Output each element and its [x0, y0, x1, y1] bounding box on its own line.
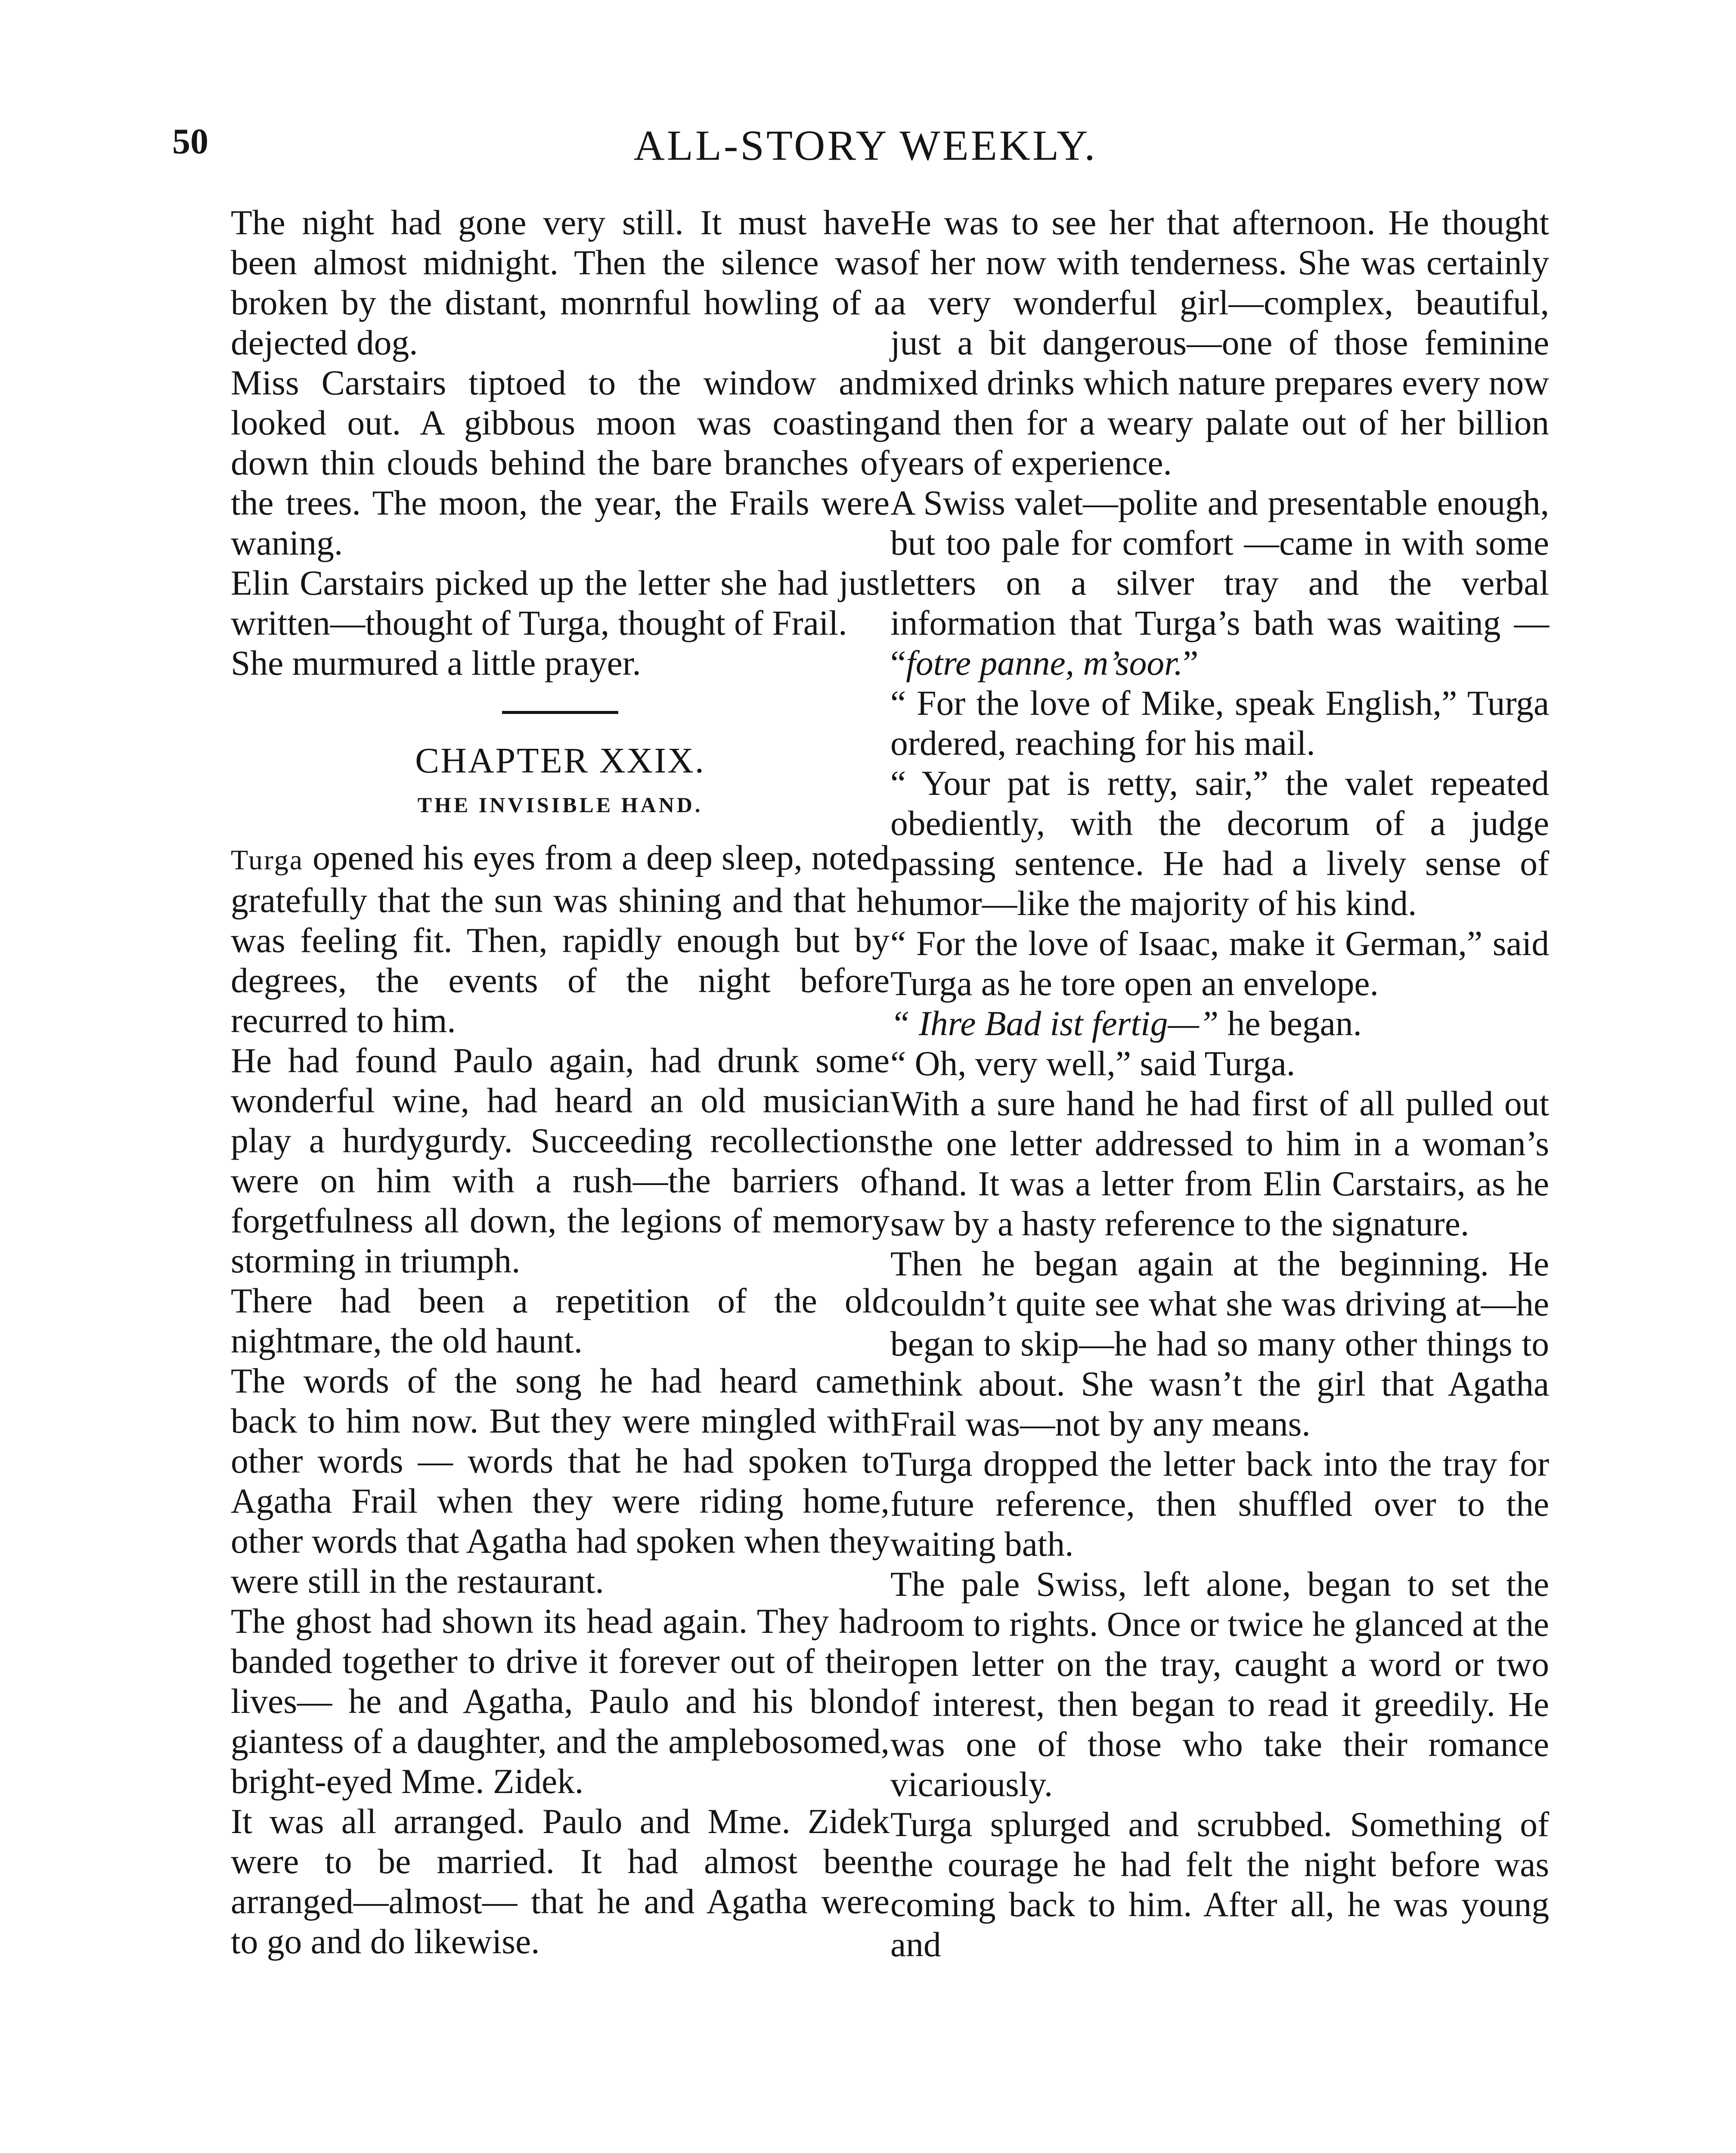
section-divider	[502, 711, 618, 714]
chapter-subtitle: THE INVISIBLE HAND.	[417, 793, 703, 817]
paragraph: “ For the love of Isaac, make it German,” said Turga as he tore open an envelope.	[890, 924, 1549, 1003]
chapter-title: CHAPTER XXIX.	[415, 741, 705, 781]
closing-quote: ”	[1183, 643, 1199, 683]
right-column	[890, 202, 1549, 1964]
paragraph: The ghost had shown its head again. They had banded together to drive it forever out of their lives— he and Agatha, Paulo and his blond giantess of a daughter, and the amplebosomed, bright-eyed Mme. Zidek.	[231, 1601, 890, 1801]
paragraph: Miss Carstairs tiptoed to the window and looked out. A gibbous moon was coasting down thin clouds behind the bare branches of the trees. The moon, the year, the Frails were waning.	[231, 363, 890, 562]
paragraph: Elin Carstairs picked up the letter she had just written—thought of Turga, thought of Frail.	[231, 563, 890, 642]
left-column	[231, 202, 890, 1961]
paragraph: Then he began again at the beginning. He couldn’t quite see what she was driving at—he began to skip—he had so many other things to think about. She wasn’t the girl that Agatha Frail was—not by any means.	[890, 1244, 1549, 1443]
paragraph: She murmured a little prayer.	[231, 643, 641, 683]
paragraph: Turga dropped the letter back into the tray for future reference, then shuffled over to the waiting bath.	[890, 1444, 1549, 1564]
paragraph: The words of the song he had heard came back to him now. But they were mingled with other words — words that he had spoken to Agatha Frail when they were riding home, other words that Agatha had spoken when they were still in the restaurant.	[231, 1361, 890, 1601]
page-header	[172, 121, 1559, 181]
italic-quote: fotre panne, m’soor.	[906, 643, 1183, 683]
paragraph: The pale Swiss, left alone, began to set the room to rights. Once or twice he glanced at the open letter on the tray, caught a word or two of interest, then began to read it greedily. He was one of those who take their romance vicariously.	[890, 1564, 1549, 1804]
paragraph-text: opened his eyes from a deep sleep, noted gratefully that the sun was shining and that he was feeling fit. Then, rapidly enough but by degrees, the events of the night before recurred to him.	[231, 838, 890, 1040]
paragraph	[890, 483, 1549, 683]
paragraph: Turga splurged and scrubbed. Something of the courage he had felt the night before was coming back to him. After all, he was young and	[890, 1805, 1549, 1964]
paragraph: There had been a repetition of the old nightmare, the old haunt.	[231, 1281, 890, 1360]
paragraph: “ Your pat is retty, sair,” the valet repeated obediently, with the decorum of a judge passing sentence. He had a lively sense of humor—like the majority of his kind.	[890, 763, 1549, 923]
paragraph-text: A Swiss valet—polite and presentable enough, but too pale for comfort —came in with some letters on a silver tray and the verbal information that Turga’s bath was waiting — “	[890, 483, 1549, 683]
chapter-opening-paragraph	[231, 838, 890, 1040]
italic-german-quote: “ Ihre Bad ist fertig—”	[890, 1004, 1219, 1043]
paragraph	[890, 1003, 1549, 1043]
paragraph: He was to see her that afternoon. He thought of her now with tenderness. She was certainly a very wonderful girl—complex, beautiful, just a bit dangerous—one of those feminine mixed drinks which nature prepares every now and then for a weary palate out of her billion years of experience.	[890, 203, 1549, 482]
paragraph: It was all arranged. Paulo and Mme. Zidek were to be married. It had almost been arranged—almost— that he and Agatha were to go and do likewise.	[231, 1802, 890, 1961]
small-caps-first-word: Turga	[231, 844, 304, 876]
running-title: ALL-STORY WEEKLY.	[633, 121, 1097, 169]
page-number: 50	[172, 121, 208, 161]
paragraph: The night had gone very still. It must have been almost midnight. Then the silence was broken by the distant, monrnful howling of a dejected dog.	[231, 203, 890, 362]
paragraph: He had found Paulo again, had drunk some wonderful wine, had heard an old musician play a hurdygurdy. Succeeding recollections were on him with a rush—the barriers of forgetfulness all down, the legions of memory storming in triumph.	[231, 1041, 890, 1280]
paragraph: With a sure hand he had first of all pulled out the one letter addressed to him in a woman’s hand. It was a letter from Elin Carstairs, as he saw by a hasty reference to the signature.	[890, 1084, 1549, 1243]
paragraph: “ Oh, very well,” said Turga.	[890, 1044, 1296, 1083]
paragraph: “ For the love of Mike, speak English,” Turga ordered, reaching for his mail.	[890, 683, 1549, 763]
paragraph-text: he began.	[1218, 1004, 1362, 1043]
